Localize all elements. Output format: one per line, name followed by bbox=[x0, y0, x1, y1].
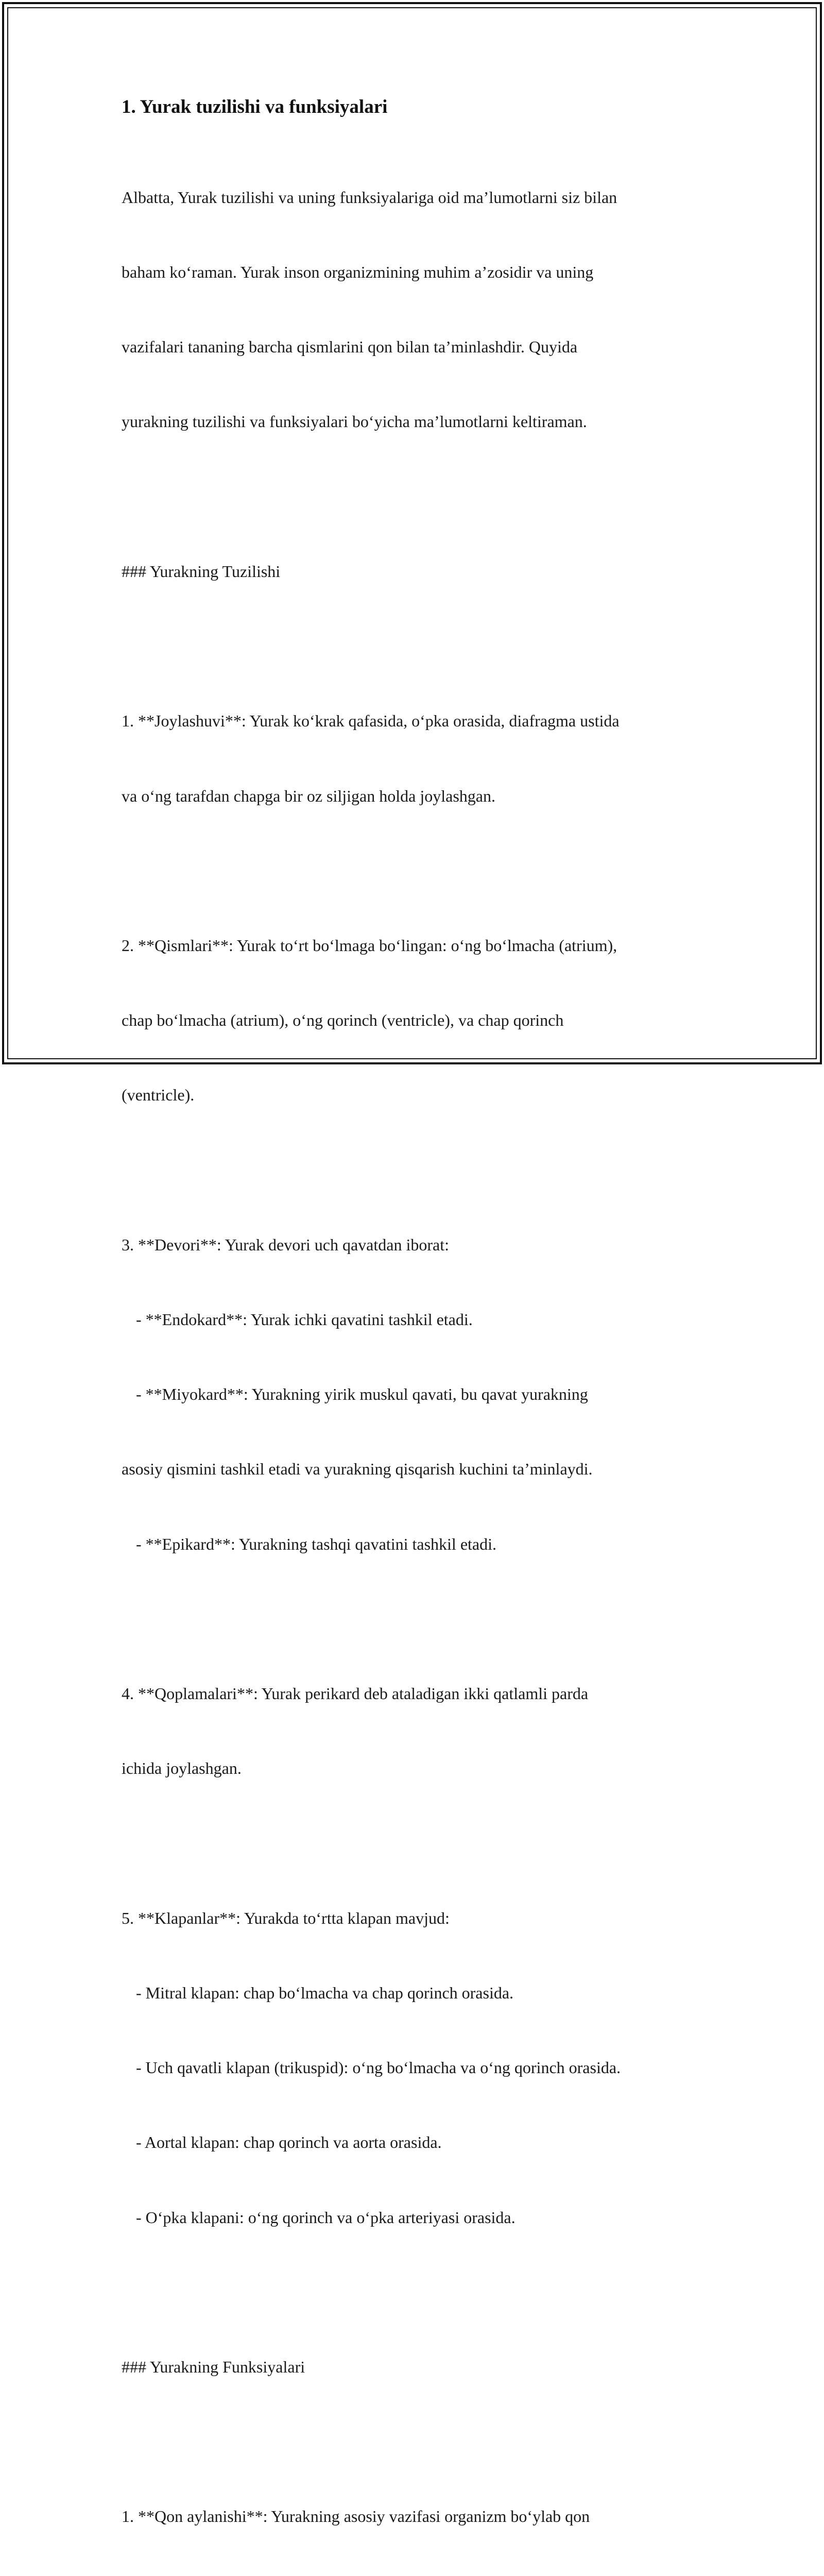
text-line: 3. **Devori**: Yurak devori uch qavatdan iborat: bbox=[122, 1235, 449, 1254]
sub-item-epicardium: - **Epikard**: Yurakning tashqi qavatini tashkil etadi. bbox=[136, 1534, 496, 1553]
intro-paragraph bbox=[122, 135, 709, 484]
intro-line: vazifalari tananing barcha qismlarini qon bilan ta’minlashdir. Quyida bbox=[122, 337, 578, 357]
text-line: chap bo‘lmacha (atrium), o‘ng qorinch (ventricle), va chap qorinch bbox=[122, 1011, 564, 1030]
list-item-circulation bbox=[122, 2454, 709, 2576]
sub-item-aortic: - Aortal klapan: chap qorinch va aorta orasida. bbox=[136, 2133, 442, 2152]
text-line: 5. **Klapanlar**: Yurakda to‘rtta klapan mavjud: bbox=[122, 1908, 450, 1927]
intro-line: yurakning tuzilishi va funksiyalari bo‘yicha ma’lumotlarni keltiraman. bbox=[122, 412, 587, 431]
list-item-parts bbox=[122, 883, 709, 1157]
list-item-wall bbox=[122, 1182, 709, 1606]
text-line: (ventricle). bbox=[122, 1086, 195, 1105]
sub-item-pulmonary: - O‘pka klapani: o‘ng qorinch va o‘pka arteriyasi orasida. bbox=[136, 2208, 516, 2227]
sub-item-myocardium: - **Miyokard**: Yurakning yirik muskul qavati, bu qavat yurakning bbox=[136, 1385, 588, 1404]
heading-structure bbox=[122, 509, 709, 634]
text-line: va o‘ng tarafdan chapga bir oz siljigan holda joylashgan. bbox=[122, 786, 495, 805]
sub-item-tricuspid: - Uch qavatli klapan (trikuspid): o‘ng bo‘lmacha va o‘ng qorinch orasida. bbox=[136, 2058, 621, 2077]
text-line: ichida joylashgan. bbox=[122, 1759, 242, 1778]
intro-line: Albatta, Yurak tuzilishi va uning funksiyalariga oid ma’lumotlarni siz bilan bbox=[122, 188, 617, 207]
heading-functions-text: ### Yurakning Funksiyalari bbox=[122, 2358, 305, 2377]
list-item-coverings bbox=[122, 1631, 709, 1831]
text-line: 4. **Qoplamalari**: Yurak perikard deb ataladigan ikki qatlamli parda bbox=[122, 1684, 589, 1703]
text-line: 2. **Qismlari**: Yurak to‘rt bo‘lmaga bo‘lingan: o‘ng bo‘lmacha (atrium), bbox=[122, 936, 617, 955]
list-item-location bbox=[122, 659, 709, 858]
text-line: 1. **Qon aylanishi**: Yurakning asosiy vazifasi organizm bo‘ylab qon bbox=[122, 2507, 590, 2526]
list-item-valves bbox=[122, 1856, 709, 2280]
heading-functions bbox=[122, 2304, 709, 2429]
heading-structure-text: ### Yurakning Tuzilishi bbox=[122, 562, 281, 581]
text-line: 1. **Joylashuvi**: Yurak ko‘krak qafasida, o‘pka orasida, diafragma ustida bbox=[122, 711, 620, 731]
intro-line: baham ko‘raman. Yurak inson organizmining muhim a’zosidir va uning bbox=[122, 263, 594, 282]
document-title: 1. Yurak tuzilishi va funksiyalari bbox=[122, 96, 388, 117]
document-body bbox=[122, 95, 709, 2576]
sub-item-endocardium: - **Endokard**: Yurak ichki qavatini tashkil etadi. bbox=[136, 1310, 473, 1329]
text-line: asosiy qismini tashkil etadi va yurakning qisqarish kuchini ta’minlaydi. bbox=[122, 1460, 593, 1479]
sub-item-mitral: - Mitral klapan: chap bo‘lmacha va chap qorinch orasida. bbox=[136, 1983, 514, 2002]
